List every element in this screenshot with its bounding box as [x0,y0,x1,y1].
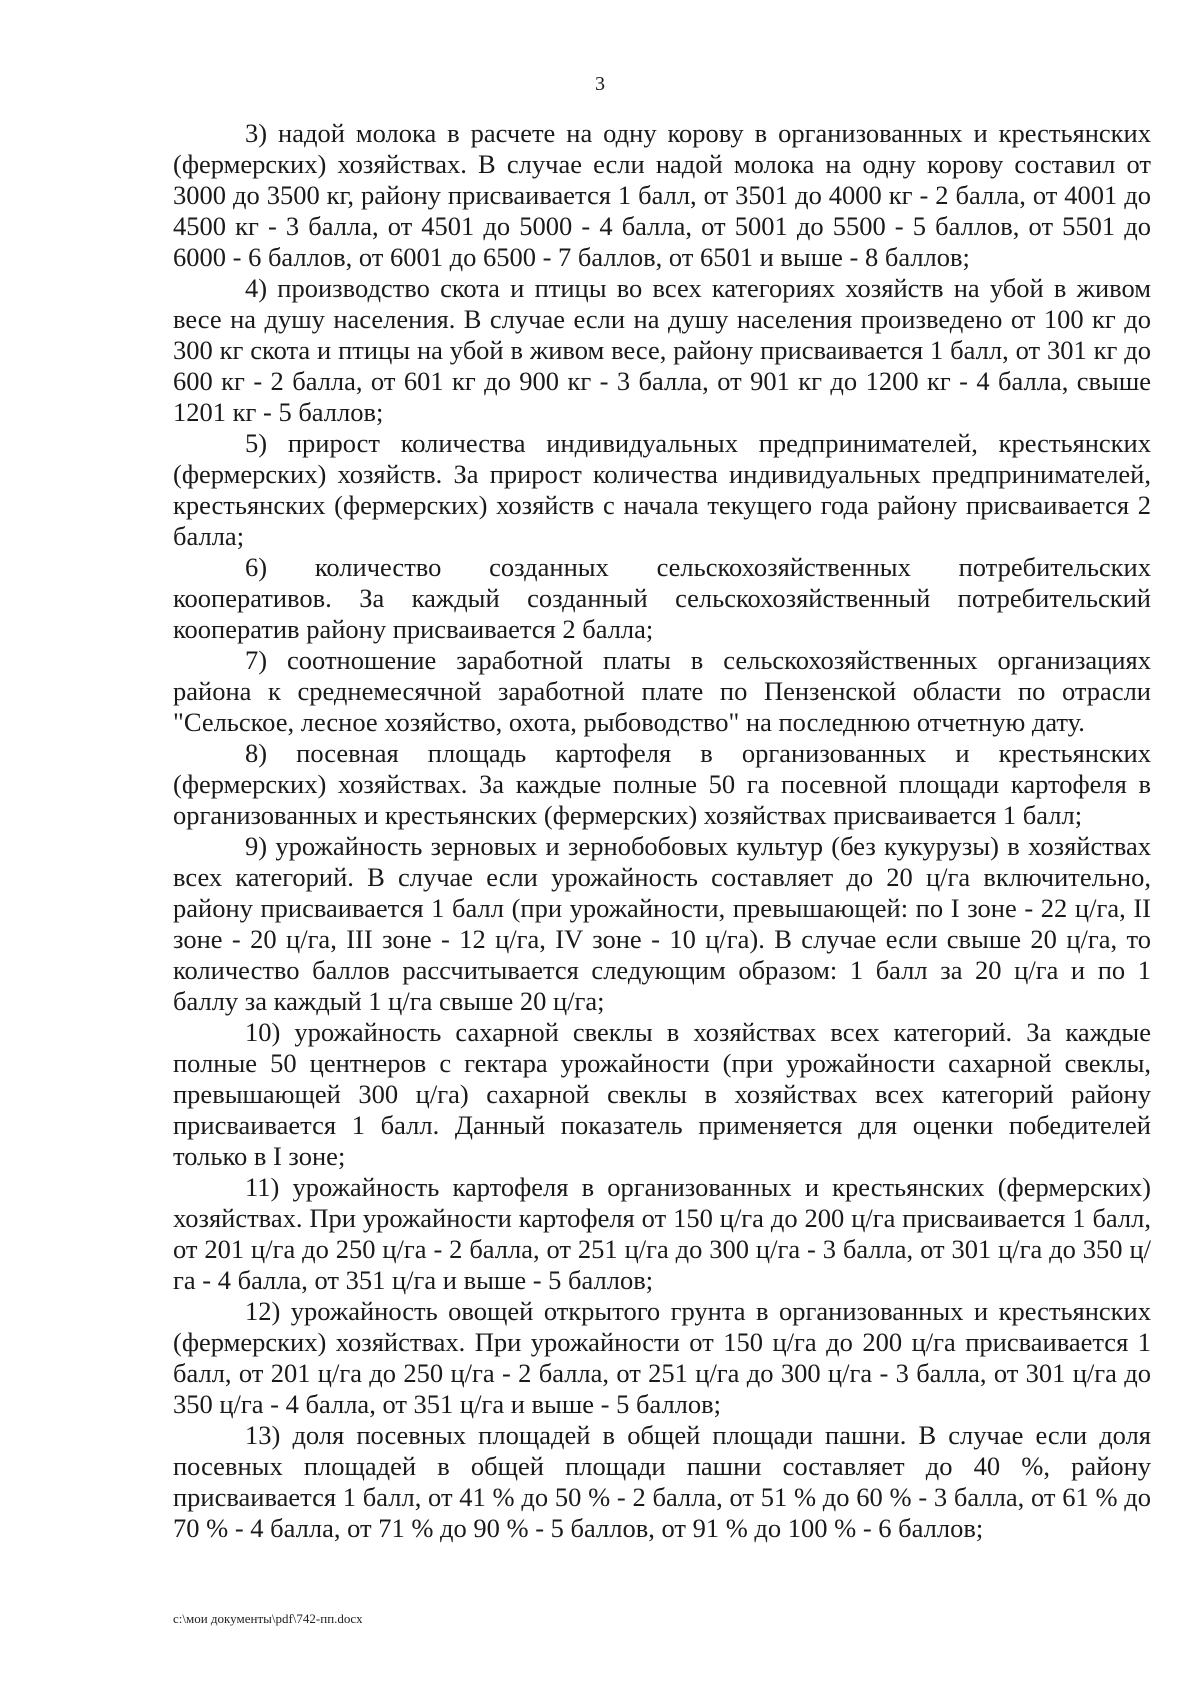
footer-file-path: c:\мои документы\pdf\742-пп.docx [173,1611,363,1626]
document-body [173,118,1151,1544]
paragraph-item-5: 5) прирост количества индивидуальных предпринимателей, крестьянских (фермерских) хозяйств. За прирост количества индивидуальных предпринимателей, крестьянских (фермерских) хозяйств с начала текущего года району присваивается 2 балла; [173,428,1151,551]
page-number: 3 [595,73,605,95]
paragraph-item-12: 12) урожайность овощей открытого грунта в организованных и крестьянских (фермерских) хозяйствах. При урожайности от 150 ц/га до 200 ц/га присваивается 1 балл, от 201 ц/га до 250 ц/га - 2 балла, от 251 ц/га до 300 ц/га - 3 балла, от 301 ц/га до 350 ц/га - 4 балла, от 351 ц/га и выше - 5 баллов; [173,1296,1151,1419]
paragraph-item-13: 13) доля посевных площадей в общей площади пашни. В случае если доля посевных площадей в общей площади пашни составляет до 40 %, району присваивается 1 балл, от 41 % до 50 % - 2 балла, от 51 % до 60 % - 3 балла, от 61 % до 70 % - 4 балла, от 71 % до 90 % - 5 баллов, от 91 % до 100 % - 6 баллов; [173,1420,1151,1543]
paragraph-item-3: 3) надой молока в расчете на одну корову в организованных и крестьянских (фермерских) хозяйствах. В случае если надой молока на одну корову составил от 3000 до 3500 кг, району присваивается 1 балл, от 3501 до 4000 кг - 2 балла, от 4001 до 4500 кг - 3 балла, от 4501 до 5000 - 4 балла, от 5001 до 5500 - 5 баллов, от 5501 до 6000 - 6 баллов, от 6001 до 6500 - 7 баллов, от 6501 и выше - 8 баллов; [173,118,1151,272]
paragraph-item-8: 8) посевная площадь картофеля в организованных и крестьянских (фермерских) хозяйствах. За каждые полные 50 га посевной площади картофеля в организованных и крестьянских (фермерских) хозяйствах присваивается 1 балл; [173,738,1151,830]
paragraph-item-10: 10) урожайность сахарной свеклы в хозяйствах всех категорий. За каждые полные 50 центнеров с гектара урожайности (при урожайности сахарной свеклы, превышающей 300 ц/га) сахарной свеклы в хозяйствах всех категорий району присваивается 1 балл. Данный показатель применяется для оценки победителей только в I зоне; [173,1017,1151,1171]
paragraph-item-6: 6) количество созданных сельскохозяйственных потребительских кооперативов. За каждый созданный сельскохозяйственный потребительский кооператив району присваивается 2 балла; [173,552,1151,644]
paragraph-item-4: 4) производство скота и птицы во всех категориях хозяйств на убой в живом весе на душу населения. В случае если на душу населения произведено от 100 кг до 300 кг скота и птицы на убой в живом весе, району присваивается 1 балл, от 301 кг до 600 кг - 2 балла, от 601 кг до 900 кг - 3 балла, от 901 кг до 1200 кг - 4 балла, свыше 1201 кг - 5 баллов; [173,273,1151,427]
paragraph-item-7: 7) соотношение заработной платы в сельскохозяйственных организациях района к среднемесячной заработной плате по Пензенской области по отрасли "Сельское, лесное хозяйство, охота, рыбоводство" на последнюю отчетную дату. [173,645,1151,737]
paragraph-item-11: 11) урожайность картофеля в организованных и крестьянских (фермерских) хозяйствах. При урожайности картофеля от 150 ц/га до 200 ц/га присваивается 1 балл, от 201 ц/га до 250 ц/га - 2 балла, от 251 ц/га до 300 ц/га - 3 балла, от 301 ц/га до 350 ц/га - 4 балла, от 351 ц/га и выше - 5 баллов; [173,1172,1151,1295]
paragraph-item-9: 9) урожайность зерновых и зернобобовых культур (без кукурузы) в хозяйствах всех категорий. В случае если урожайность составляет до 20 ц/га включительно, району присваивается 1 балл (при урожайности, превышающей: по I зоне - 22 ц/га, II зоне - 20 ц/га, III зоне - 12 ц/га, IV зоне - 10 ц/га). В случае если свыше 20 ц/га, то количество баллов рассчитывается следующим образом: 1 балл за 20 ц/га и по 1 баллу за каждый 1 ц/га свыше 20 ц/га; [173,831,1151,1016]
